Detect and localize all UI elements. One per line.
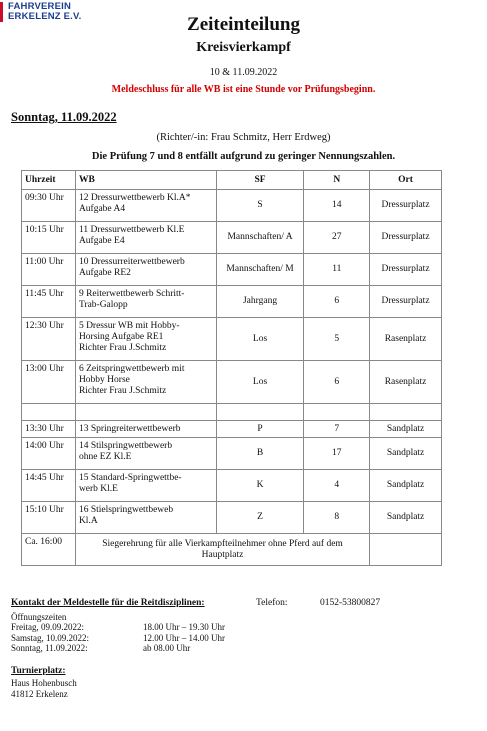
cell-n: 7 [304,421,370,438]
cell-time: Ca. 16:00 [22,534,76,566]
cell-n: 5 [304,318,370,361]
cell-ort: Rasenplatz [370,318,442,361]
cancellation-note: Die Prüfung 7 und 8 entfällt aufgrund zu geringer Nennungszahlen. [91,151,396,162]
cell-ort: Sandplatz [370,502,442,534]
table-row [22,190,442,222]
day-heading: Sonntag, 11.09.2022 [11,110,117,124]
phone-label: Telefon: [256,598,288,608]
cell-sf: B [216,438,304,470]
venue-line: Haus Hohenbusch [11,678,77,688]
cell-ort: Dressurplatz [370,222,442,254]
opening-hours-list [11,622,225,654]
cell-sf: Mannschaften/ A [216,222,304,254]
cell-wb: 11 Dressurwettbewerb Kl.E Aufgabe E4 [75,222,216,254]
cell-time: 10:15 Uhr [22,222,76,254]
cell-time: 14:45 Uhr [22,470,76,502]
cell-wb: 5 Dressur WB mit Hobby- Horsing Aufgabe RE1 Richter Frau J.Schmitz [75,318,216,361]
logo-line-1: FAHRVEREIN [8,1,72,12]
cell-wb: 13 Springreiterwettbewerb [75,421,216,438]
cell-time: 14:00 Uhr [22,438,76,470]
table-row [22,286,442,318]
cell-ort: Dressurplatz [370,254,442,286]
opening-hours-heading: Öffnungszeiten [11,612,67,622]
header-ort: Ort [370,171,442,190]
table-header-row [22,171,442,190]
event-dates: 10 & 11.09.2022 [209,67,278,78]
cell-time: 11:45 Uhr [22,286,76,318]
cell-sf: Los [216,361,304,404]
cell-time: 09:30 Uhr [22,190,76,222]
phone-number: 0152-53800827 [320,598,381,608]
cell-ort: Rasenplatz [370,361,442,404]
ceremony-text: Siegerehrung für alle Vierkampfteilnehmer ohne Pferd auf dem Hauptplatz [75,534,369,566]
table-row [22,421,442,438]
table-row [22,438,442,470]
cell-time: 13:30 Uhr [22,421,76,438]
cell-n: 17 [304,438,370,470]
table-spacer-row [22,404,442,421]
ceremony-row [22,534,442,566]
header-n: N [304,171,370,190]
cell-wb: 12 Dressurwettbewerb Kl.A* Aufgabe A4 [75,190,216,222]
cell-ort: Sandplatz [370,470,442,502]
cell-ort: Dressurplatz [370,286,442,318]
opening-hours-item: Sonntag, 11.09.2022: ab 08.00 Uhr [11,643,191,653]
contact-heading: Kontakt der Meldestelle für die Reitdisziplinen: [11,598,205,608]
table-row [22,470,442,502]
page-subtitle: Kreisvierkampf [196,40,291,55]
judges-note: (Richter/-in: Frau Schmitz, Herr Erdweg) [156,132,331,143]
opening-hours-item: Samstag, 10.09.2022: 12.00 Uhr – 14.00 Uhr [11,632,225,643]
cell-time: 11:00 Uhr [22,254,76,286]
cell-sf: S [216,190,304,222]
cell-ort: Dressurplatz [370,190,442,222]
header-wb: WB [75,171,216,190]
cell-sf: K [216,470,304,502]
cell-sf: P [216,421,304,438]
venue-line: 41812 Erkelenz [11,688,68,699]
table-row [22,361,442,404]
cell-ort: Sandplatz [370,438,442,470]
cell-n: 27 [304,222,370,254]
page-title: Zeiteinteilung [187,14,300,35]
schedule-table [21,170,442,566]
cell-ort: Sandplatz [370,421,442,438]
cell-sf: Mannschaften/ M [216,254,304,286]
cell-time: 15:10 Uhr [22,502,76,534]
cell-n: 8 [304,502,370,534]
cell-sf: Los [216,318,304,361]
table-row [22,254,442,286]
table-row [22,222,442,254]
cell-wb: 10 Dressurreiterwettbewerb Aufgabe RE2 [75,254,216,286]
venue-heading: Turnierplatz: [11,666,66,676]
header-sf: SF [216,171,304,190]
cell-n: 6 [304,361,370,404]
entry-deadline-notice: Meldeschluss für alle WB ist eine Stunde vor Prüfungsbeginn. [111,84,376,95]
cell-wb: 6 Zeitspringwettbewerb mit Hobby Horse Richter Frau J.Schmitz [75,361,216,404]
cell-n: 4 [304,470,370,502]
opening-hours-item: Freitag, 09.09.2022: 18.00 Uhr – 19.30 Uhr [11,622,225,632]
cell-wb: 9 Reiterwettbewerb Schritt- Trab-Galopp [75,286,216,318]
cell-wb: 14 Stilspringwettbewerb ohne EZ Kl.E [75,438,216,470]
venue-address [11,678,77,699]
cell-time: 13:00 Uhr [22,361,76,404]
cell-n: 14 [304,190,370,222]
table-row [22,502,442,534]
cell-sf: Jahrgang [216,286,304,318]
cell-wb: 15 Standard-Springwettbe- werb Kl.E [75,470,216,502]
cell-n: 6 [304,286,370,318]
cell-n: 11 [304,254,370,286]
logo-line-2: ERKELENZ E.V. [8,11,82,22]
header-time: Uhrzeit [22,171,76,190]
table-row [22,318,442,361]
cell-sf: Z [216,502,304,534]
cell-wb: 16 Stielspringwettbeweb Kl.A [75,502,216,534]
cell-time: 12:30 Uhr [22,318,76,361]
